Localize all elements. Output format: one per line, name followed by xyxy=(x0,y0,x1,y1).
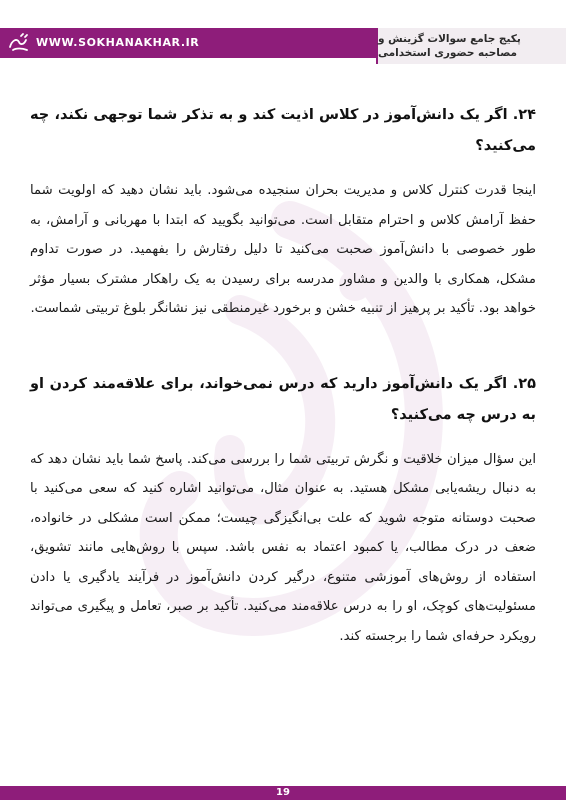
answer-25: این سؤال میزان خلاقیت و نگرش تربیتی شما را بررسی می‌کند. پاسخ شما باید نشان دهد که به دنبال ریشه‌یابی مشکل هستید. به عنوان مثال، می‌توانید اشاره کنید که سعی می‌کنید با صحبت دوستانه متوجه شوید که علت بی‌انگیزگی چیست؛ ممکن است مشکلی در خانواده، ضعف در درک مطالب، یا کمبود اعتماد به نفس باشد. سپس با روش‌هایی مانند تشویق، استفاده از روش‌های آموزشی متنوع، درگیر کردن دانش‌آموز در فرآیند یادگیری یا دادن مسئولیت‌های کوچک، او را به درس علاقه‌مند می‌کنید. تأکید بر صبر، تعامل و پیگیری می‌تواند رویکرد حرفه‌ای شما را برجسته کند. xyxy=(30,451,536,644)
website-link[interactable]: WWW.SOKHANAKHAR.IR xyxy=(36,36,200,49)
question-24: ۲۴. اگر یک دانش‌آموز در کلاس اذیت کند و به تذکر شما توجهی نکند، چه می‌کنید؟ xyxy=(30,107,536,154)
page-content xyxy=(30,100,536,651)
answer-24: اینجا قدرت کنترل کلاس و مدیریت بحران سنجیده می‌شود. باید نشان دهید که اولویت شما حفظ آرامش کلاس و احترام متقابل است. می‌توانید بگویید که ابتدا با مهربانی و آرامش، به طور خصوصی با دانش‌آموز صحبت می‌کنید تا دلیل رفتارش را بفهمید. در صورت تداوم مشکل، همکاری با والدین و مشاور مدرسه برای رسیدن به یک راهکار مشترک بسیار مؤثر خواهد بود. تأکید بر پرهیز از تنبیه خشن و برخورد غیرمنطقی نیز نشانگر بلوغ تربیتی شماست. xyxy=(30,183,536,316)
header-title-line2: مصاحبه حضوری استخدامی xyxy=(378,47,518,59)
sokhanakhar-logo-icon xyxy=(6,30,32,56)
page-number: 19 xyxy=(276,787,290,798)
section-gap xyxy=(30,324,536,369)
header-title-line1: پکیج جامع سوالات گزینش و xyxy=(378,33,521,45)
page-header xyxy=(0,0,566,66)
question-25: ۲۵. اگر یک دانش‌آموز دارید که درس نمی‌خواند، برای علاقه‌مند کردن او به درس چه می‌کنید؟ xyxy=(30,375,536,423)
page-footer xyxy=(0,786,566,800)
header-title-box xyxy=(376,28,566,64)
